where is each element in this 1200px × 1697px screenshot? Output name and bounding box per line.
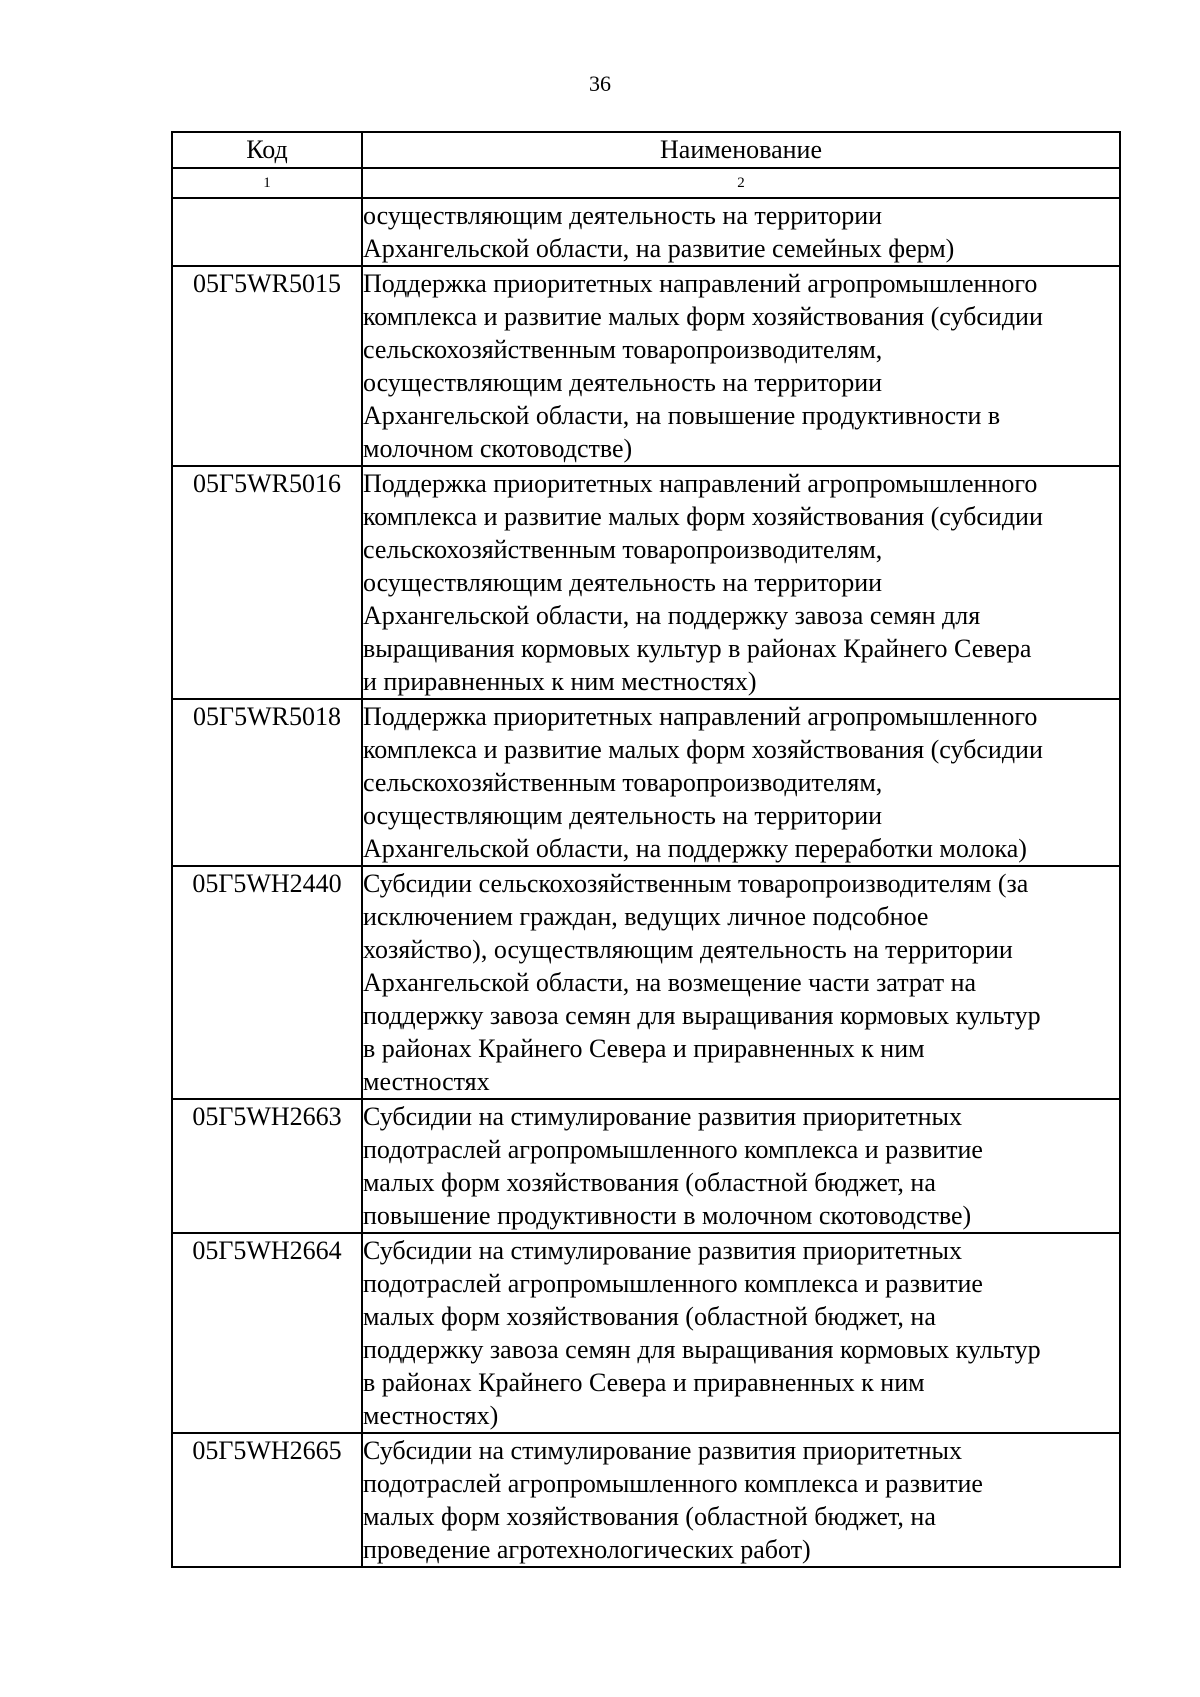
row-code: 05Г5WR5018	[172, 699, 362, 866]
row-name: Поддержка приоритетных направлений агропромышленного комплекса и развитие малых форм хозяйствования (субсидии сельскохозяйственным товаропроизводителям, осуществляющим деятельность на территории Архангельской области, на поддержку переработки молока)	[362, 699, 1120, 866]
table-row	[172, 1099, 1120, 1233]
row-name: Поддержка приоритетных направлений агропромышленного комплекса и развитие малых форм хозяйствования (субсидии сельскохозяйственным товаропроизводителям, осуществляющим деятельность на территории Архангельской области, на поддержку завоза семян для выращивания кормовых культур в районах Крайнего Севера и приравненных к ним местностях)	[362, 466, 1120, 699]
row-code: 05Г5WR5016	[172, 466, 362, 699]
table-header-row	[172, 132, 1120, 168]
column-number-code: 1	[172, 168, 362, 198]
page-number: 36	[589, 71, 611, 96]
row-code: 05Г5WH2663	[172, 1099, 362, 1233]
row-name: Субсидии сельскохозяйственным товаропроизводителям (за исключением граждан, ведущих личное подсобное хозяйство), осуществляющим деятельность на территории Архангельской области, на возмещение части затрат на поддержку завоза семян для выращивания кормовых культур в районах Крайнего Севера и приравненных к ним местностях	[362, 866, 1120, 1099]
column-number-name: 2	[362, 168, 1120, 198]
table-row	[172, 699, 1120, 866]
row-code: 05Г5WH2664	[172, 1233, 362, 1433]
table-row	[172, 198, 1120, 266]
budget-code-table	[171, 131, 1121, 1568]
table-row	[172, 266, 1120, 466]
row-name: Субсидии на стимулирование развития приоритетных подотраслей агропромышленного комплекса и развитие малых форм хозяйствования (областной бюджет, на проведение агротехнологических работ)	[362, 1433, 1120, 1567]
header-code: Код	[172, 132, 362, 168]
row-name: Субсидии на стимулирование развития приоритетных подотраслей агропромышленного комплекса и развитие малых форм хозяйствования (областной бюджет, на повышение продуктивности в молочном скотоводстве)	[362, 1099, 1120, 1233]
row-name: Субсидии на стимулирование развития приоритетных подотраслей агропромышленного комплекса и развитие малых форм хозяйствования (областной бюджет, на поддержку завоза семян для выращивания кормовых культур в районах Крайнего Севера и приравненных к ним местностях)	[362, 1233, 1120, 1433]
row-code: 05Г5WR5015	[172, 266, 362, 466]
column-number-row	[172, 168, 1120, 198]
table-row	[172, 1233, 1120, 1433]
row-code	[172, 198, 362, 266]
row-code: 05Г5WH2440	[172, 866, 362, 1099]
row-name: осуществляющим деятельность на территории Архангельской области, на развитие семейных ферм)	[362, 198, 1120, 266]
header-name: Наименование	[362, 132, 1120, 168]
table-row	[172, 1433, 1120, 1567]
table-row	[172, 866, 1120, 1099]
row-name: Поддержка приоритетных направлений агропромышленного комплекса и развитие малых форм хозяйствования (субсидии сельскохозяйственным товаропроизводителям, осуществляющим деятельность на территории Архангельской области, на повышение продуктивности в молочном скотоводстве)	[362, 266, 1120, 466]
row-code: 05Г5WH2665	[172, 1433, 362, 1567]
table-row	[172, 466, 1120, 699]
